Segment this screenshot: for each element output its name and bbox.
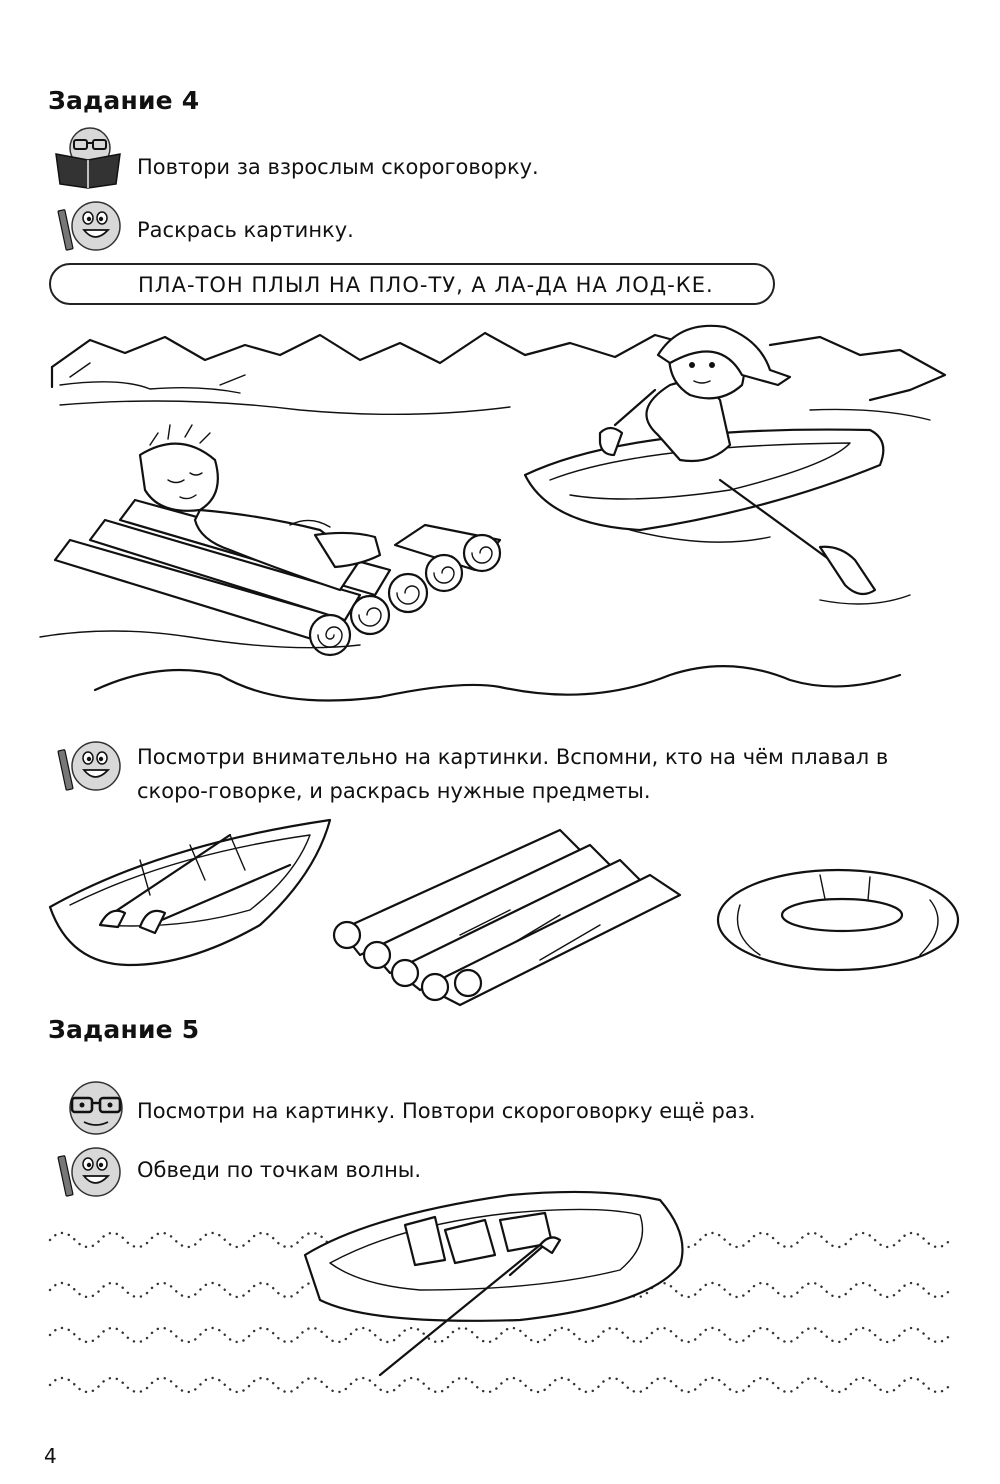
task4-heading: Задание 4 (48, 86, 200, 115)
raft-with-boy (55, 425, 500, 655)
choice-boat-picture (50, 820, 330, 965)
pencil-smiley-icon (56, 196, 128, 260)
instruction-repeat-twister: Повтори за взрослым скороговорку. (137, 155, 539, 179)
dotted-wave-line (50, 1328, 950, 1342)
tongue-twister-box (49, 263, 775, 305)
reading-smiley-icon (52, 124, 124, 188)
choice-swim-ring-picture (718, 870, 958, 970)
instruction-choose-items-text: Посмотри внимательно на картинки. Вспомни, кто на чём плавал в скоро-говорке, и раскрась нужные предметы. (137, 745, 889, 803)
instruction-choose-items (137, 740, 952, 808)
instruction-look-repeat: Посмотри на картинку. Повтори скороговорку ещё раз. (137, 1099, 756, 1123)
boat-with-girl (525, 326, 883, 594)
dotted-wave-line (50, 1378, 950, 1392)
trace-boat-picture (305, 1192, 683, 1375)
instruction-color-picture: Раскрась картинку. (137, 218, 354, 242)
task5-heading: Задание 5 (48, 1015, 200, 1044)
choice-raft-picture (334, 830, 680, 1005)
page-number: 4 (44, 1444, 57, 1468)
platon-lada-scene (30, 315, 960, 715)
tongue-twister-text: ПЛА-ТОН ПЛЫЛ НА ПЛО-ТУ, А ЛА-ДА НА ЛОД-КЕ. (138, 273, 714, 297)
instruction-trace-waves: Обведи по точкам волны. (137, 1158, 422, 1182)
trace-waves-area (40, 1185, 960, 1385)
glasses-smiley-icon (60, 1076, 132, 1140)
mountains (52, 333, 740, 370)
choice-items (40, 815, 960, 1005)
pencil-smiley-icon-2 (56, 736, 128, 800)
